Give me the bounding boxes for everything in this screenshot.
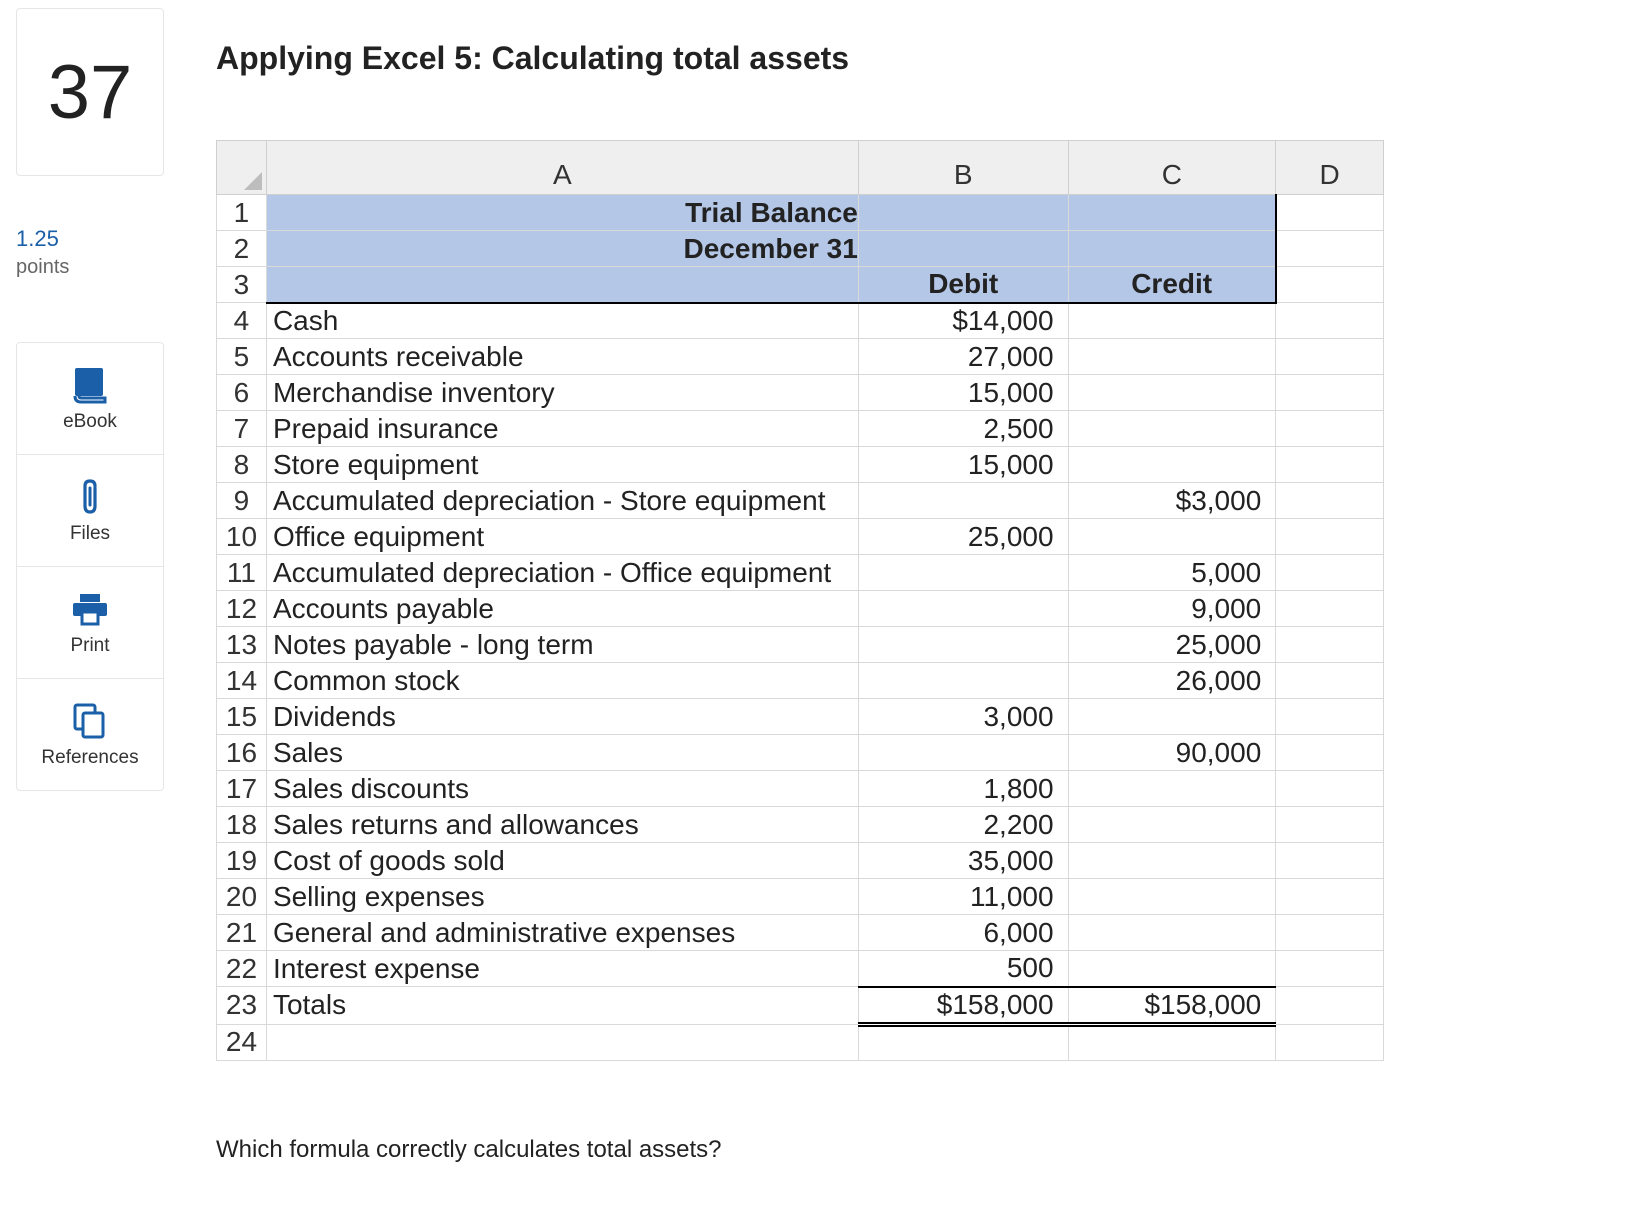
credit-amount [1068,411,1276,447]
book-icon [73,365,107,405]
credit-amount [1068,843,1276,879]
column-header-d: D [1276,141,1384,195]
account-name: Cost of goods sold [266,843,858,879]
row-number: 5 [217,339,267,375]
account-row [217,627,1384,663]
debit-amount: 11,000 [858,879,1068,915]
total-credit: $158,000 [1068,987,1276,1025]
account-row [217,555,1384,591]
credit-amount [1068,519,1276,555]
account-row [217,843,1384,879]
row-number: 23 [217,987,267,1025]
column-header-b: B [858,141,1068,195]
empty-cell [1068,1024,1276,1060]
debit-amount [858,483,1068,519]
debit-amount: 15,000 [858,375,1068,411]
credit-amount [1068,951,1276,987]
row-number: 20 [217,879,267,915]
empty-cell [1276,843,1384,879]
row-number: 3 [217,267,267,303]
credit-amount [1068,303,1276,339]
account-name: Sales returns and allowances [266,807,858,843]
row-number: 10 [217,519,267,555]
credit-heading: Credit [1068,267,1276,303]
row-number: 19 [217,843,267,879]
sheet-row [217,267,1384,303]
credit-amount: 25,000 [1068,627,1276,663]
question-prompt: Which formula correctly calculates total assets? [216,1136,722,1163]
debit-amount: 2,500 [858,411,1068,447]
empty-cell [1276,699,1384,735]
copy-icon [73,701,107,741]
empty-cell [266,1024,858,1060]
account-name: Sales discounts [266,771,858,807]
row-number: 15 [217,699,267,735]
row-number: 9 [217,483,267,519]
account-name: Accounts receivable [266,339,858,375]
debit-amount: 15,000 [858,447,1068,483]
select-all-corner [217,141,267,195]
account-row [217,807,1384,843]
account-name: Selling expenses [266,879,858,915]
credit-amount [1068,375,1276,411]
debit-amount: 6,000 [858,915,1068,951]
debit-amount: 35,000 [858,843,1068,879]
totals-label: Totals [266,987,858,1025]
debit-amount: 3,000 [858,699,1068,735]
empty-cell [1276,339,1384,375]
column-header-row [217,141,1384,195]
totals-row [217,987,1384,1025]
account-row [217,519,1384,555]
credit-amount: 9,000 [1068,591,1276,627]
debit-amount [858,591,1068,627]
empty-cell [1276,195,1384,231]
empty-cell [1276,663,1384,699]
debit-heading: Debit [858,267,1068,303]
account-row [217,735,1384,771]
points-block [16,226,69,279]
account-name: Prepaid insurance [266,411,858,447]
row-number: 1 [217,195,267,231]
account-row [217,411,1384,447]
debit-amount: 27,000 [858,339,1068,375]
question-number: 37 [47,49,133,135]
account-name: Cash [266,303,858,339]
empty-cell [1276,627,1384,663]
debit-amount [858,663,1068,699]
account-row [217,591,1384,627]
credit-amount [1068,339,1276,375]
debit-amount: $14,000 [858,303,1068,339]
debit-amount [858,627,1068,663]
debit-amount: 500 [858,951,1068,987]
account-name: Store equipment [266,447,858,483]
account-row [217,915,1384,951]
credit-amount: $3,000 [1068,483,1276,519]
header-cell [266,267,858,303]
row-number: 16 [217,735,267,771]
row-number: 14 [217,663,267,699]
points-label: points [16,256,70,278]
ebook-label: eBook [63,410,117,432]
points-value: 1.25 [16,226,59,251]
empty-cell [1276,447,1384,483]
header-cell [1068,195,1276,231]
empty-cell [1276,375,1384,411]
empty-cell [1276,807,1384,843]
empty-cell [1276,303,1384,339]
print-button[interactable] [17,567,163,679]
row-number: 17 [217,771,267,807]
empty-cell [1276,1024,1384,1060]
empty-cell [1276,879,1384,915]
empty-cell [1276,267,1384,303]
debit-amount: 1,800 [858,771,1068,807]
files-button[interactable] [17,455,163,567]
empty-cell [1276,915,1384,951]
account-row [217,303,1384,339]
question-number-card [16,8,164,176]
account-row [217,339,1384,375]
account-name: Dividends [266,699,858,735]
credit-amount [1068,879,1276,915]
printer-icon [71,589,109,629]
account-row [217,483,1384,519]
row-number: 8 [217,447,267,483]
column-header-c: C [1068,141,1276,195]
spreadsheet-grid [216,140,1384,1061]
row-number: 11 [217,555,267,591]
references-button[interactable] [17,679,163,790]
question-tools [16,342,164,791]
credit-amount [1068,699,1276,735]
account-name: Notes payable - long term [266,627,858,663]
header-cell [858,195,1068,231]
account-name: Interest expense [266,951,858,987]
trial-balance-spreadsheet [216,140,1384,1088]
debit-amount [858,735,1068,771]
account-row [217,447,1384,483]
account-row [217,879,1384,915]
row-number: 13 [217,627,267,663]
debit-amount: 2,200 [858,807,1068,843]
column-header-a: A [266,141,858,195]
account-name: Sales [266,735,858,771]
credit-amount: 90,000 [1068,735,1276,771]
print-label: Print [70,634,110,656]
account-name: Accumulated depreciation - Store equipment [266,483,858,519]
empty-cell [858,1024,1068,1060]
account-rows [217,303,1384,987]
credit-amount [1068,807,1276,843]
header-cell [858,231,1068,267]
credit-amount: 5,000 [1068,555,1276,591]
credit-amount [1068,915,1276,951]
row-number: 18 [217,807,267,843]
account-row [217,951,1384,987]
header-cell [1068,231,1276,267]
debit-amount [858,555,1068,591]
row-number: 21 [217,915,267,951]
empty-cell [1276,591,1384,627]
account-name: Merchandise inventory [266,375,858,411]
question-title: Applying Excel 5: Calculating total assets [216,40,850,76]
trial-balance-title: Trial Balance [266,195,858,231]
row-number: 12 [217,591,267,627]
empty-cell [1276,483,1384,519]
total-debit: $158,000 [858,987,1068,1025]
credit-amount: 26,000 [1068,663,1276,699]
ebook-button[interactable] [17,343,163,455]
empty-cell [1276,951,1384,987]
credit-amount [1068,771,1276,807]
empty-cell [1276,771,1384,807]
files-label: Files [69,522,111,544]
row-number: 2 [217,231,267,267]
account-row [217,771,1384,807]
sheet-row [217,195,1384,231]
trial-balance-date: December 31 [266,231,858,267]
account-name: Office equipment [266,519,858,555]
empty-cell [1276,231,1384,267]
empty-cell [1276,411,1384,447]
account-name: Common stock [266,663,858,699]
row-number: 24 [217,1024,267,1060]
account-row [217,699,1384,735]
row-number: 7 [217,411,267,447]
empty-cell [1276,735,1384,771]
account-name: General and administrative expenses [266,915,858,951]
sheet-row [217,1024,1384,1060]
sheet-row [217,231,1384,267]
empty-cell [1276,519,1384,555]
account-row [217,375,1384,411]
references-label: References [41,746,139,768]
row-number: 6 [217,375,267,411]
row-number: 22 [217,951,267,987]
row-number: 4 [217,303,267,339]
paperclip-icon [79,477,101,517]
empty-cell [1276,555,1384,591]
account-name: Accounts payable [266,591,858,627]
account-row [217,663,1384,699]
debit-amount: 25,000 [858,519,1068,555]
credit-amount [1068,447,1276,483]
empty-cell [1276,987,1384,1025]
account-name: Accumulated depreciation - Office equipment [266,555,858,591]
